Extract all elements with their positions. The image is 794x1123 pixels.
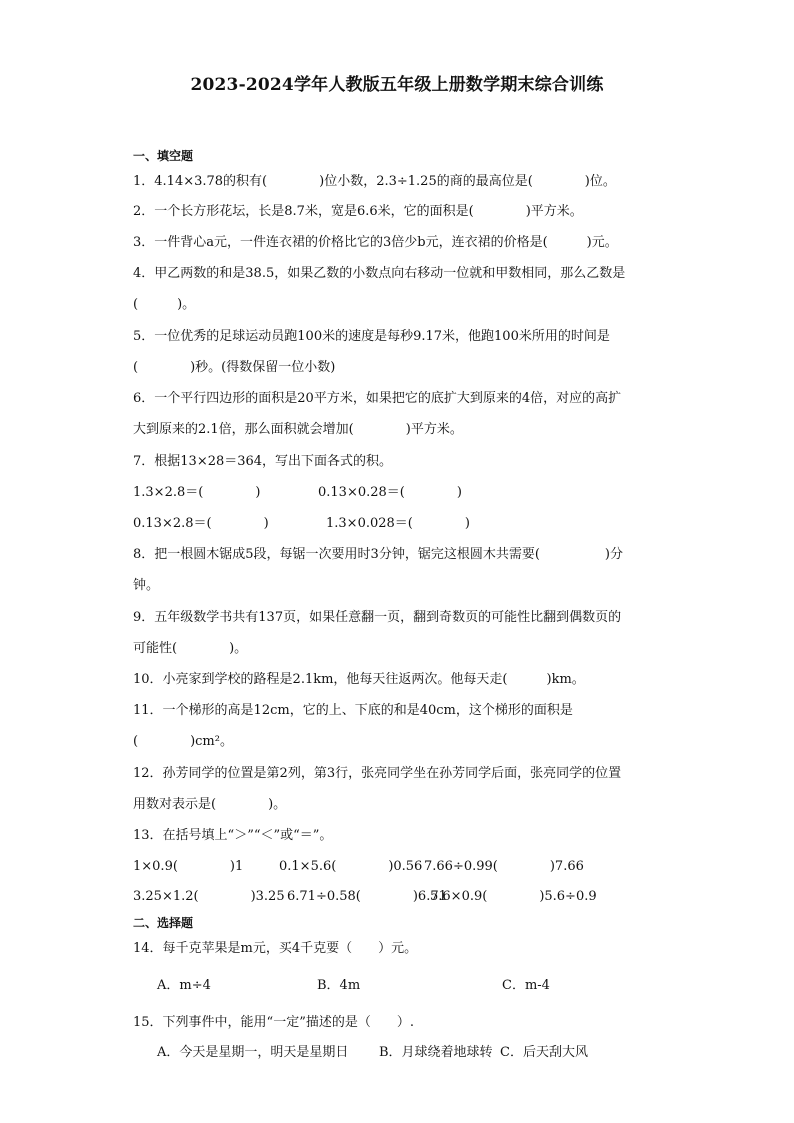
question-8-line-2: 钟。 [133, 578, 160, 593]
question-7: 7．根据13×28＝364，写出下面各式的积。 [133, 454, 393, 469]
q14-option-c: C．m-4 [502, 978, 550, 993]
question-3: 3．一件背心a元，一件连衣裙的价格比它的3倍少b元，连衣裙的价格是( )元。 [133, 235, 618, 250]
q13-item-1: 1×0.9( )1 [133, 859, 244, 874]
q14-option-a: A．m÷4 [157, 978, 211, 993]
question-5-line-2: ( )秒。(得数保留一位小数) [133, 360, 336, 375]
q13-item-3: 7.66÷0.99( )7.66 [424, 859, 584, 874]
q13-item-6: 5.6×0.9( )5.6÷0.9 [430, 889, 597, 904]
page-title: 2023-2024学年人教版五年级上册数学期末综合训练 [190, 75, 604, 95]
question-12-line-2: 用数对表示是( )。 [133, 797, 287, 812]
q15-option-b: B．月球绕着地球转 [379, 1045, 493, 1060]
q13-item-4: 3.25×1.2( )3.25 [133, 889, 285, 904]
question-8-line-1: 8．把一根圆木锯成5段，每锯一次要用时3分钟，锯完这根圆木共需要( )分 [133, 547, 623, 562]
q13-item-5: 6.71÷0.58( )6.71 [287, 889, 447, 904]
question-14: 14．每千克苹果是m元，买4千克要（ ）元。 [133, 941, 418, 956]
question-15: 15．下列事件中，能用“一定”描述的是（ ）. [133, 1015, 414, 1030]
question-6-line-2: 大到原来的2.1倍，那么面积就会增加( )平方米。 [133, 422, 463, 437]
q7-item-4: 1.3×0.028＝( ) [326, 516, 470, 531]
q7-item-2: 0.13×0.28＝( ) [318, 485, 462, 500]
q7-item-3: 0.13×2.8＝( ) [133, 516, 269, 531]
q7-item-1: 1.3×2.8＝( ) [133, 485, 261, 500]
section-heading-choice: 二、选择题 [133, 916, 194, 930]
q13-item-2: 0.1×5.6( )0.56 [279, 859, 423, 874]
section-heading-fill-in: 一、填空题 [133, 149, 194, 163]
q15-option-c: C．后天刮大风 [500, 1045, 588, 1060]
question-13: 13．在括号填上“＞”“＜”或“＝”。 [133, 828, 333, 843]
question-10: 10．小亮家到学校的路程是2.1km，他每天往返两次。他每天走( )km。 [133, 672, 585, 687]
question-1: 1．4.14×3.78的积有( )位小数，2.3÷1.25的商的最高位是( )位。 [133, 174, 616, 189]
question-9-line-1: 9．五年级数学书共有137页，如果任意翻一页，翻到奇数页的可能性比翻到偶数页的 [133, 610, 622, 625]
question-4-line-1: 4．甲乙两数的和是38.5，如果乙数的小数点向右移动一位就和甲数相同，那么乙数是 [133, 266, 626, 281]
q14-option-b: B．4m [317, 978, 361, 993]
question-4-line-2: ( )。 [133, 297, 196, 312]
question-11-line-1: 11．一个梯形的高是12cm，它的上、下底的和是40cm，这个梯形的面积是 [133, 703, 573, 718]
question-9-line-2: 可能性( )。 [133, 641, 248, 656]
question-6-line-1: 6．一个平行四边形的面积是20平方米，如果把它的底扩大到原来的4倍，对应的高扩 [133, 391, 622, 406]
question-11-line-2: ( )cm²。 [133, 734, 233, 749]
q15-option-a: A．今天是星期一，明天是星期日 [157, 1045, 349, 1060]
question-12-line-1: 12．孙芳同学的位置是第2列，第3行，张亮同学坐在孙芳同学后面，张亮同学的位置 [133, 766, 622, 781]
question-5-line-1: 5．一位优秀的足球运动员跑100米的速度是每秒9.17米，他跑100米所用的时间是 [133, 329, 610, 344]
question-2: 2．一个长方形花坛，长是8.7米，宽是6.6米，它的面积是( )平方米。 [133, 204, 583, 219]
